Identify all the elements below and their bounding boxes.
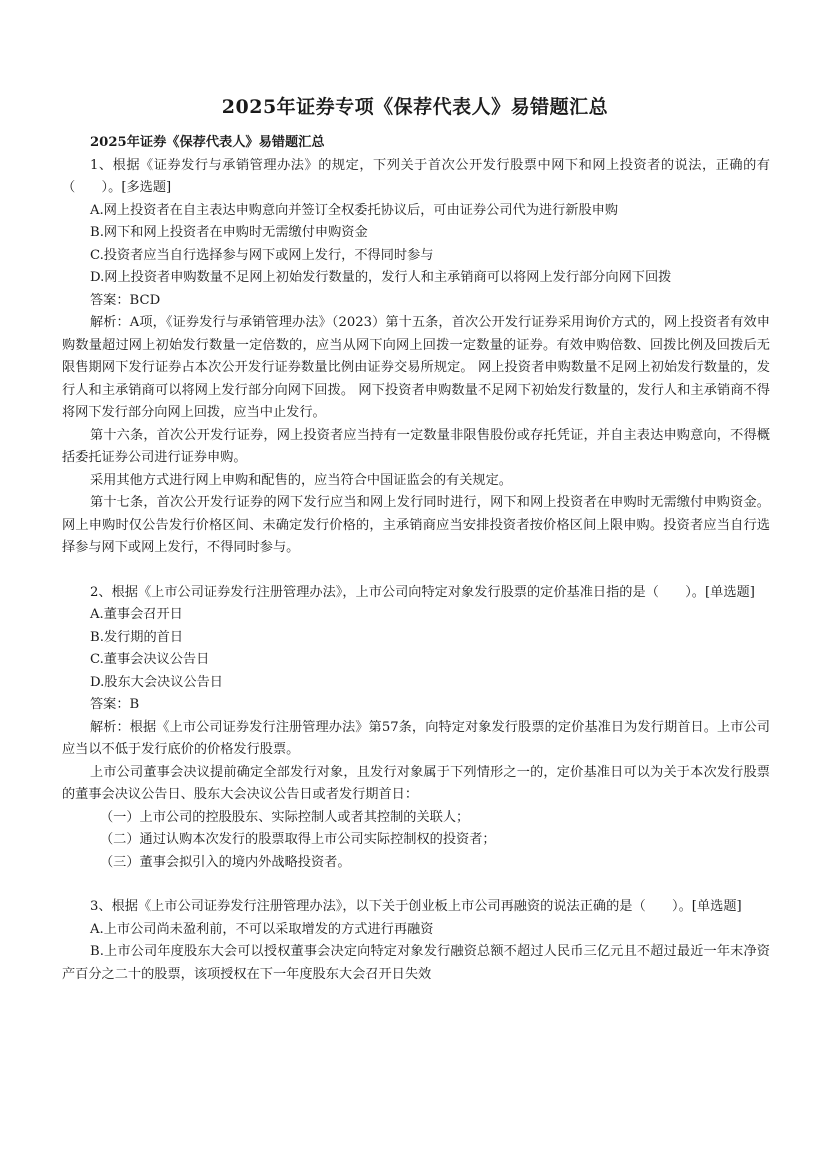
question-1-option-b: B.网下和网上投资者在申购时无需缴付申购资金 (90, 225, 368, 240)
section-subtitle: 2025年证券《保荐代表人》易错题汇总 (90, 135, 325, 150)
question-1-option-d: D.网上投资者申购数量不足网上初始发行数量的，发行人和主承销商可以将网上发行部分向网下回拨 (90, 270, 672, 285)
question-1-option-a: A.网上投资者在自主表达申购意向并签订全权委托协议后，可由证券公司代为进行新股申购 (90, 202, 619, 218)
question-2-answer: 答案：B (90, 697, 140, 712)
question-2-option-a: A.董事会召开日 (90, 607, 183, 622)
question-1-analysis-para-2: 第十六条，首次公开发行证券，网上投资者应当持有一定数量非限售股份或存托凭证，并自主表达申购意向，不得概括委托证券公司进行证券申购。 (62, 427, 770, 465)
question-1-answer: 答案：BCD (90, 292, 161, 308)
question-1-analysis-para-1: 解析：A项，《证券发行与承销管理办法》（2023）第十五条，首次公开发行证券采用询价方式的，网上投资者有效申购数量超过网上初始发行数量一定倍数的，应当从网下向网上回拨一定数量的证券。有效申购倍数、回拨比例及回拨后无限售期网下发行证券占本次公开发行证券数量比例由证券交易所规定。 网上投资者申购数量不足网上初始发行数量的，发行人和主承销商可以将网上发行部分向网下回拨。 网下投资者申购数量不足网下初始发行数量的，发行人和主承销商不得将网下发行部分向网上回拨，应当中止发行。 (62, 315, 770, 420)
question-2-sub-item-1: （一）上市公司的控股股东、实际控制人或者其控制的关联人； (100, 809, 470, 825)
question-1-stem: 1、根据《证券发行与承销管理办法》的规定，下列关于首次公开发行股票中网下和网上投资者的说法，正确的有（ ）。[多选题] (62, 157, 770, 195)
question-3-option-b: B.上市公司年度股东大会可以授权董事会决定向特定对象发行融资总额不超过人民币三亿元且不超过最近一年末净资产百分之二十的股票，该项授权在下一年度股东大会召开日失效 (62, 944, 770, 982)
question-3-option-a: A.上市公司尚未盈利前，不可以采取增发的方式进行再融资 (90, 921, 434, 937)
document-body (62, 132, 770, 986)
question-3-stem: 3、根据《上市公司证券发行注册管理办法》，以下关于创业板上市公司再融资的说法正确的是（ ）。[单选题] (90, 899, 742, 914)
spacer (62, 874, 770, 896)
question-2-option-c: C.董事会决议公告日 (90, 652, 210, 667)
spacer (62, 560, 770, 582)
question-2-sub-item-2: （二）通过认购本次发行的股票取得上市公司实际控制权的投资者； (100, 832, 496, 847)
question-1-analysis-para-4: 第十七条，首次公开发行证券的网下发行应当和网上发行同时进行，网下和网上投资者在申购时无需缴付申购资金。网上申购时仅公告发行价格区间、未确定发行价格的，主承销商应当安排投资者按价格区间上限申购。投资者应当自行选择参与网下或网上发行，不得同时参与。 (62, 495, 770, 555)
question-1-option-c: C.投资者应当自行选择参与网下或网上发行，不得同时参与 (90, 247, 434, 263)
question-2-option-b: B.发行期的首日 (90, 629, 184, 645)
question-2-analysis-para-2: 上市公司董事会决议提前确定全部发行对象，且发行对象属于下列情形之一的，定价基准日可以为关于本次发行股票的董事会决议公告日、股东大会决议公告日或者发行期首日： (62, 764, 770, 802)
question-2-analysis-para-1: 解析：根据《上市公司证券发行注册管理办法》第57条，向特定对象发行股票的定价基准日为发行期首日。上市公司应当以不低于发行底价的价格发行股票。 (62, 719, 770, 757)
question-2-sub-item-3: （三）董事会拟引入的境内外战略投资者。 (100, 854, 351, 870)
document-title: 2025年证券专项《保荐代表人》易错题汇总 (221, 96, 609, 118)
question-2-option-d: D.股东大会决议公告日 (90, 674, 223, 690)
question-2-stem: 2、根据《上市公司证券发行注册管理办法》，上市公司向特定对象发行股票的定价基准日指的是（ ）。[单选题] (90, 584, 755, 600)
question-1-analysis-para-3: 采用其他方式进行网上申购和配售的，应当符合中国证监会的有关规定。 (90, 472, 512, 488)
